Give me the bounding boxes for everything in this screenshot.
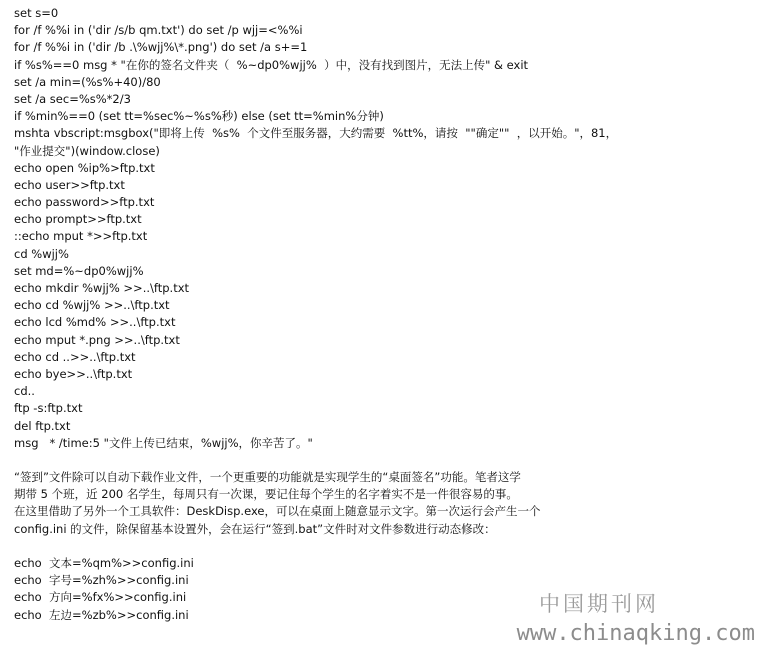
code-line: echo mput *.png >>..\ftp.txt: [14, 332, 180, 347]
code-line: cd..: [14, 384, 35, 399]
code-line: msg * /time:5 "文件上传已结束，%wjj%，你辛苦了。": [14, 435, 313, 450]
paragraph-line: 在这里借助了另外一个工具软件：DeskDisp.exe，可以在桌面上随意显示文字。第一次运行会产生一个: [14, 504, 541, 519]
blank-line: [14, 452, 759, 469]
code-line: del ftp.txt: [14, 418, 71, 433]
watermark-site-name: 中国期刊网: [539, 592, 659, 616]
code-line: set /a sec=%s%*2/3: [14, 91, 131, 106]
code-line: echo prompt>>ftp.txt: [14, 212, 142, 227]
code-line: echo bye>>..\ftp.txt: [14, 366, 133, 381]
code-line: set /a min=(%s%+40)/80: [14, 74, 161, 89]
code-line: echo user>>ftp.txt: [14, 177, 125, 192]
code-line: "作业提交")(window.close): [14, 143, 160, 158]
blank-line: [14, 538, 759, 555]
code-line: echo lcd %md% >>..\ftp.txt: [14, 315, 176, 330]
paragraph-line: 期带 5 个班，近 200 名学生，每周只有一次课，要记住每个学生的名字着实不是一件很容易的事。: [14, 487, 518, 502]
code-line: set md=%~dp0%wjj%: [14, 263, 144, 278]
code-line: echo cd %wjj% >>..\ftp.txt: [14, 298, 170, 313]
code-line: for /f %%i in ('dir /b .\%wjj%\*.png') do set /a s+=1: [14, 40, 308, 55]
watermark-site-url: www.chinaqking.com: [516, 621, 755, 646]
paragraph-line: “签到”文件除可以自动下载作业文件，一个更重要的功能就是实现学生的“桌面签名”功能。笔者这学: [14, 470, 521, 485]
code-line: mshta vbscript:msgbox("即将上传 %s% 个文件至服务器，大约需要 %tt%，请按 ""确定"" ，以开始。"，81，: [14, 126, 618, 141]
paragraph-line: config.ini 的文件，除保留基本设置外，会在运行“签到.bat”文件时对文件参数进行动态修改：: [14, 521, 496, 536]
code-line: echo cd ..>>..\ftp.txt: [14, 349, 136, 364]
code-line: ::echo mput *>>ftp.txt: [14, 229, 148, 244]
batch-code-block: [14, 5, 759, 452]
code-line: set s=0: [14, 6, 59, 20]
code-line: cd %wjj%: [14, 246, 69, 261]
body-paragraph: [14, 469, 759, 538]
code-line: echo open %ip%>ftp.txt: [14, 160, 155, 175]
config-line: echo 字号=%zh%>>config.ini: [14, 573, 189, 588]
watermark: [517, 589, 755, 649]
document-body: [14, 5, 759, 624]
code-line: ftp -s:ftp.txt: [14, 401, 83, 416]
config-line: echo 左边=%zb%>>config.ini: [14, 607, 189, 622]
config-line: echo 方向=%fx%>>config.ini: [14, 590, 187, 605]
code-line: for /f %%i in ('dir /s/b qm.txt') do set /p wjj=<%%i: [14, 23, 303, 38]
code-line: echo mkdir %wjj% >>..\ftp.txt: [14, 281, 190, 295]
code-line: if %s%==0 msg * "在你的签名文件夹（ %~dp0%wjj% ）中，没有找到图片，无法上传" & exit: [14, 57, 529, 72]
code-line: if %min%==0 (set tt=%sec%~%s%秒) else (set tt=%min%分钟): [14, 109, 384, 124]
code-line: echo password>>ftp.txt: [14, 195, 155, 210]
config-line: echo 文本=%qm%>>config.ini: [14, 556, 194, 570]
